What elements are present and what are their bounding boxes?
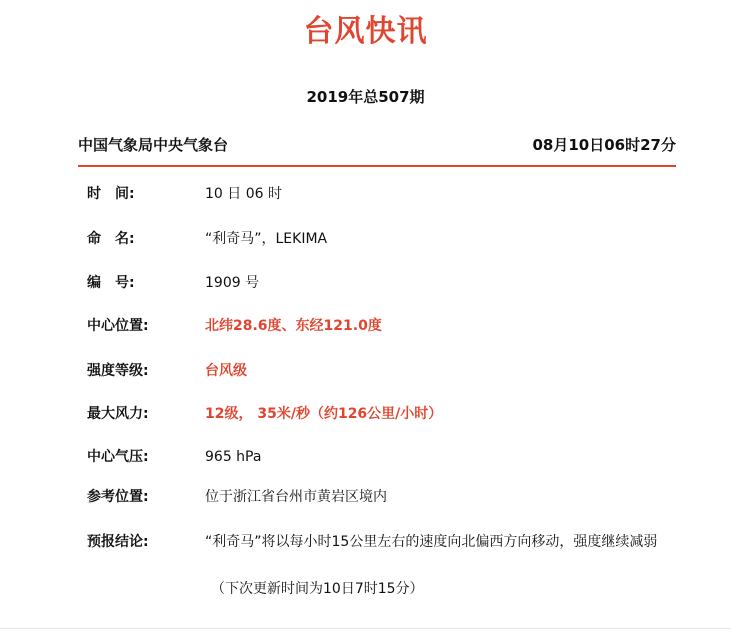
field-label: 强度等级:: [87, 363, 149, 379]
issuing-organization: 中国气象局中央气象台: [78, 136, 229, 154]
field-label: 最大风力:: [87, 406, 149, 422]
field-label: 编 号:: [87, 275, 135, 291]
field-value: 台风级: [205, 363, 247, 379]
field-value: 1909 号: [205, 275, 260, 291]
field-value: 位于浙江省台州市黄岩区境内: [205, 489, 387, 505]
field-value: 北纬28.6度、东经121.0度: [205, 318, 382, 334]
field-label: 命 名:: [87, 231, 135, 247]
field-value: 10 日 06 时: [205, 186, 282, 202]
page-title: 台风快讯: [303, 14, 428, 49]
field-value: 12级， 35米/秒（约126公里/小时）: [205, 406, 443, 422]
issue-time: 08月10日06时27分: [532, 136, 676, 154]
field-label: 中心气压:: [87, 449, 149, 465]
field-value: 965 hPa: [205, 449, 262, 465]
field-label: 预报结论:: [87, 534, 149, 550]
bottom-divider: [0, 628, 731, 629]
next-update-note: （下次更新时间为10日7时15分）: [211, 581, 424, 597]
field-label: 参考位置:: [87, 489, 149, 505]
field-label: 时 间:: [87, 186, 135, 202]
bulletin-header: [78, 133, 676, 157]
issue-number: 2019年总507期: [306, 88, 425, 106]
field-value: “利奇马”，LEKIMA: [205, 231, 328, 247]
header-divider: [78, 165, 676, 167]
field-label: 中心位置:: [87, 318, 149, 334]
field-value: “利奇马”将以每小时15公里左右的速度向北偏西方向移动，强度继续减弱: [205, 534, 658, 550]
